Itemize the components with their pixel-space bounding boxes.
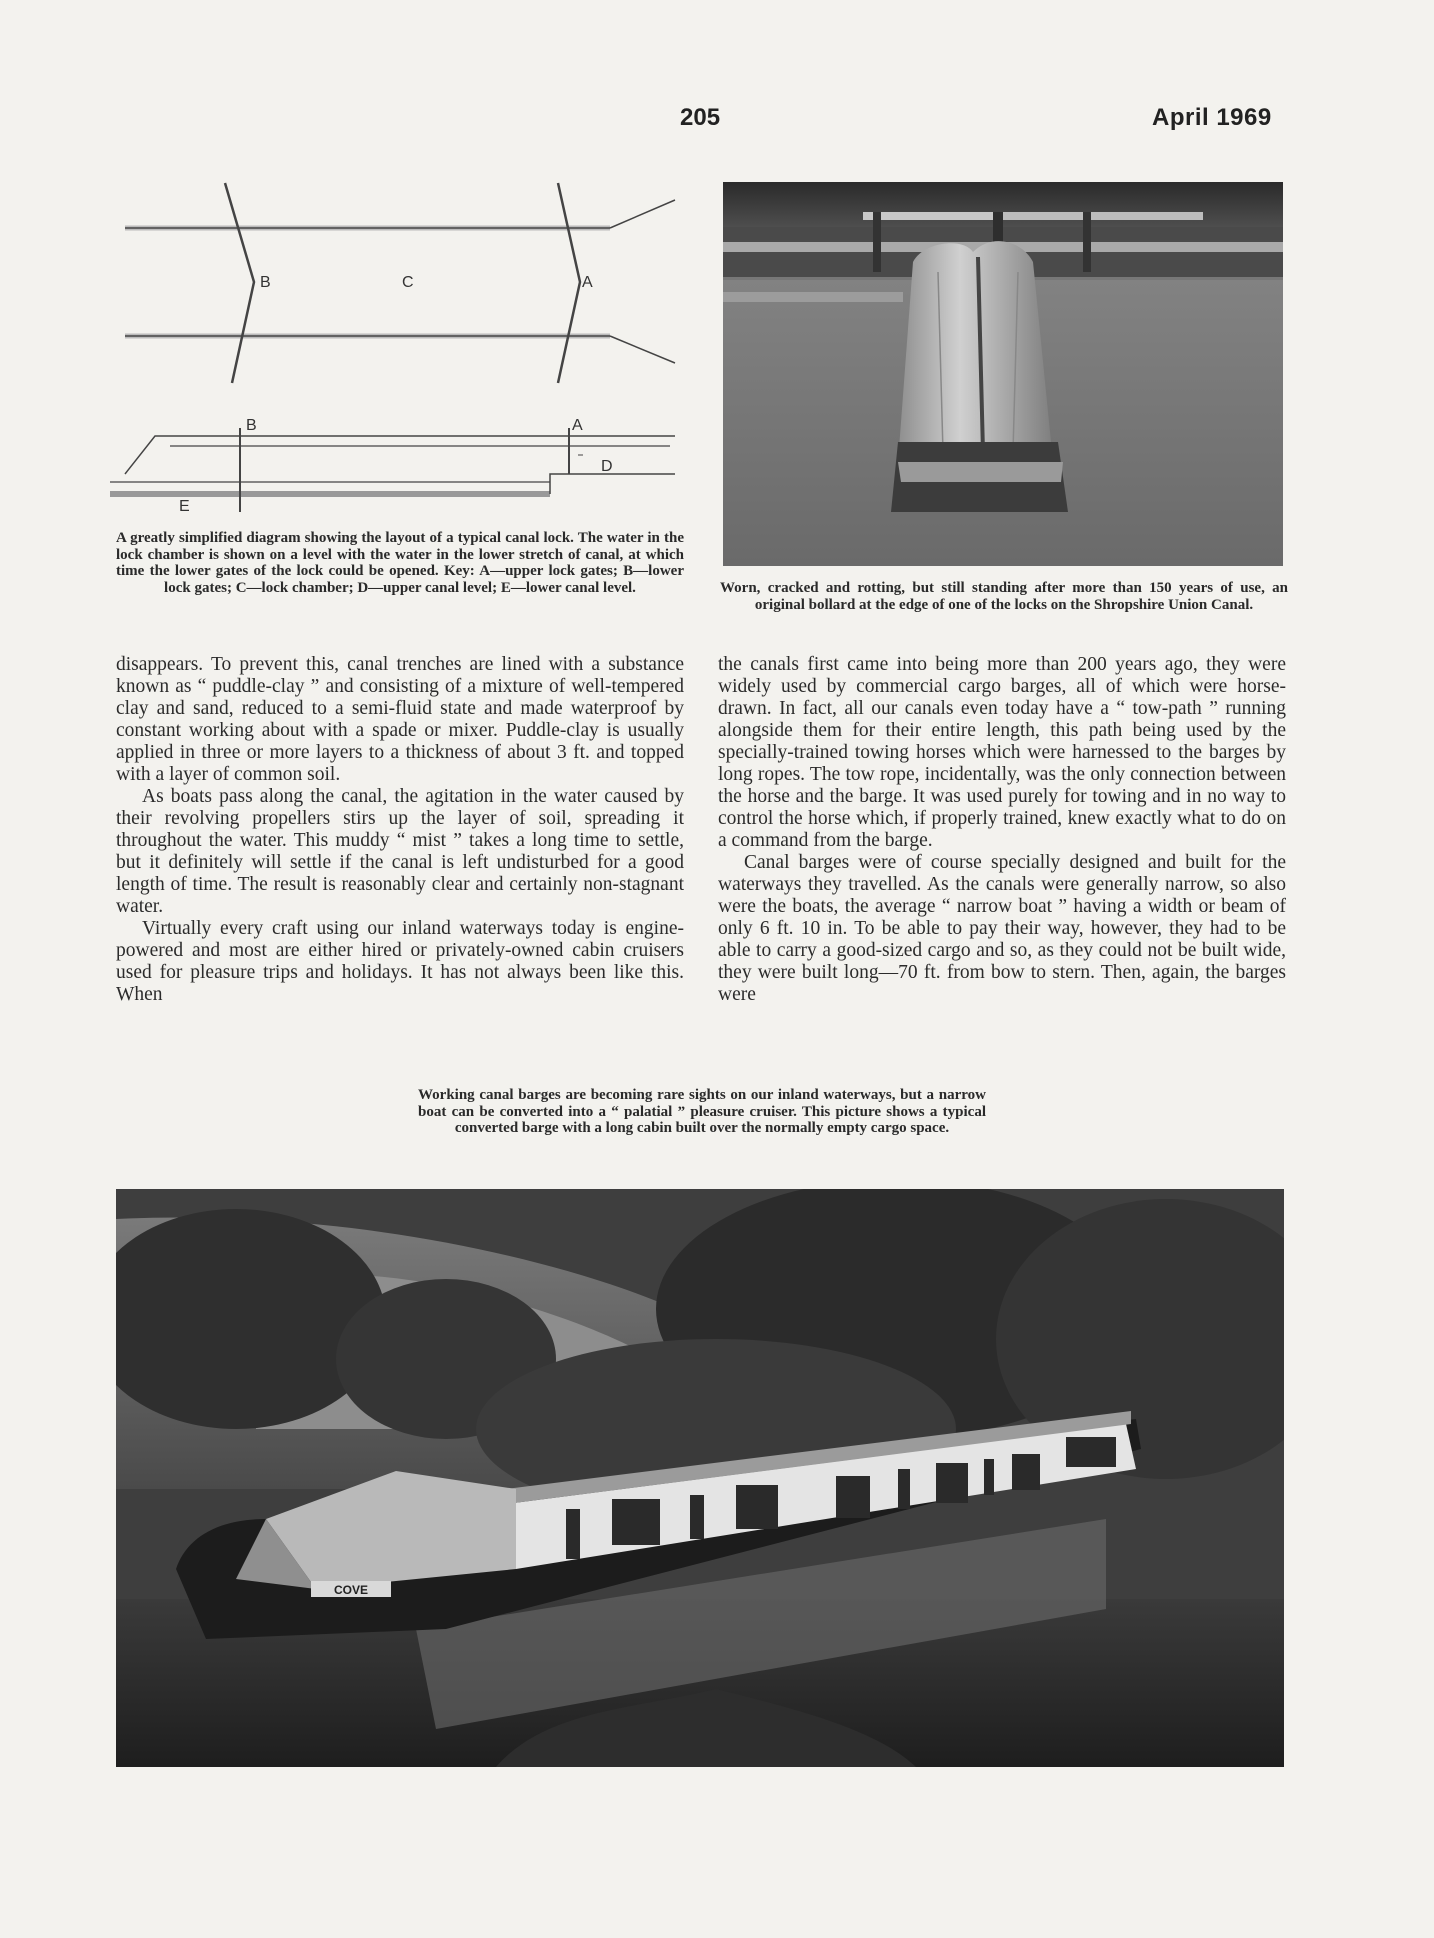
diagram-label-a-plan: A [582, 274, 593, 291]
canal-lock-diagram [110, 178, 690, 518]
left-paragraph-3: Virtually every craft using our inland waterways today is engine-powered and most are either hired or privately-owned cabin cruisers used for pleasure trips and holidays. It has not always been like this. When [116, 918, 684, 1005]
barge-caption: Working canal barges are becoming rare sights on our inland waterways, but a narrow boat can be converted into a “ palatial ” pleasure cruiser. This picture shows a typical converted barge with a long cabin built over the normally empty cargo space. [418, 1087, 986, 1136]
diagram-label-b-plan: B [260, 274, 271, 291]
diagram-label-c-plan: C [402, 274, 414, 291]
right-paragraph-2: Canal barges were of course specially designed and built for the waterways they travelled. As the canals were generally narrow, so also were the boats, the average “ narrow boat ” having a width or beam of only 6 ft. 10 in. To be able to pay their way, however, they had to be able to carry a good-sized cargo and so, as they could not be built wide, they were built long—70 ft. from bow to stern. Then, again, the barges were [718, 852, 1286, 1005]
bollard-caption: Worn, cracked and rotting, but still standing after more than 150 years of use, an original bollard at the edge of one of the locks on the Shropshire Union Canal. [720, 580, 1288, 613]
diagram-label-e-section: E [179, 498, 190, 515]
diagram-caption: A greatly simplified diagram showing the layout of a typical canal lock. The water in the lock chamber is shown on a level with the water in the lower stretch of canal, at which time the lower gates of the lock could be opened. Key: A—upper lock gates; B—lower lock gates; C—lock chamber; D—upper canal level; E—lower canal level. [116, 530, 684, 596]
page-number: 205 [680, 104, 721, 131]
issue-date: April 1969 [1152, 104, 1272, 131]
barge-nameplate: COVE [333, 1583, 369, 1597]
left-column [116, 654, 684, 1006]
diagram-label-b-section: B [246, 417, 257, 434]
diagram-label-a-section: A [572, 417, 583, 434]
bollard-photo [723, 182, 1283, 566]
right-column [718, 654, 1286, 1006]
lock-section-view [110, 428, 675, 512]
left-paragraph-2: As boats pass along the canal, the agitation in the water caused by their revolving propellers stirs up the layer of soil, spreading it throughout the water. This muddy “ mist ” takes a long time to settle, but it definitely will settle if the canal is left undisturbed for a good length of time. The result is reasonably clear and certainly non-stagnant water. [116, 786, 684, 917]
right-paragraph-1: the canals first came into being more than 200 years ago, they were widely used by commercial cargo barges, all of which were horse-drawn. In fact, all our canals even today have a “ tow-path ” running alongside them for their entire length, this path being used by the specially-trained towing horses which were harnessed to the barges by long ropes. The tow rope, incidentally, was the only connection between the horse and the barge. It was used purely for towing and in no way to control the horse which, if properly trained, knew exactly what to do on a command from the barge. [718, 654, 1286, 851]
converted-barge-photo [116, 1189, 1284, 1767]
diagram-label-d-section: D [601, 458, 613, 475]
left-paragraph-1: disappears. To prevent this, canal trenches are lined with a substance known as “ puddle-clay ” and consisting of a mixture of well-tempered clay and sand, reduced to a semi-fluid state and made waterproof by constant working about with a spade or mixer. Puddle-clay is usually applied in three or more layers to a thickness of about 3 ft. and topped with a layer of common soil. [116, 654, 684, 785]
